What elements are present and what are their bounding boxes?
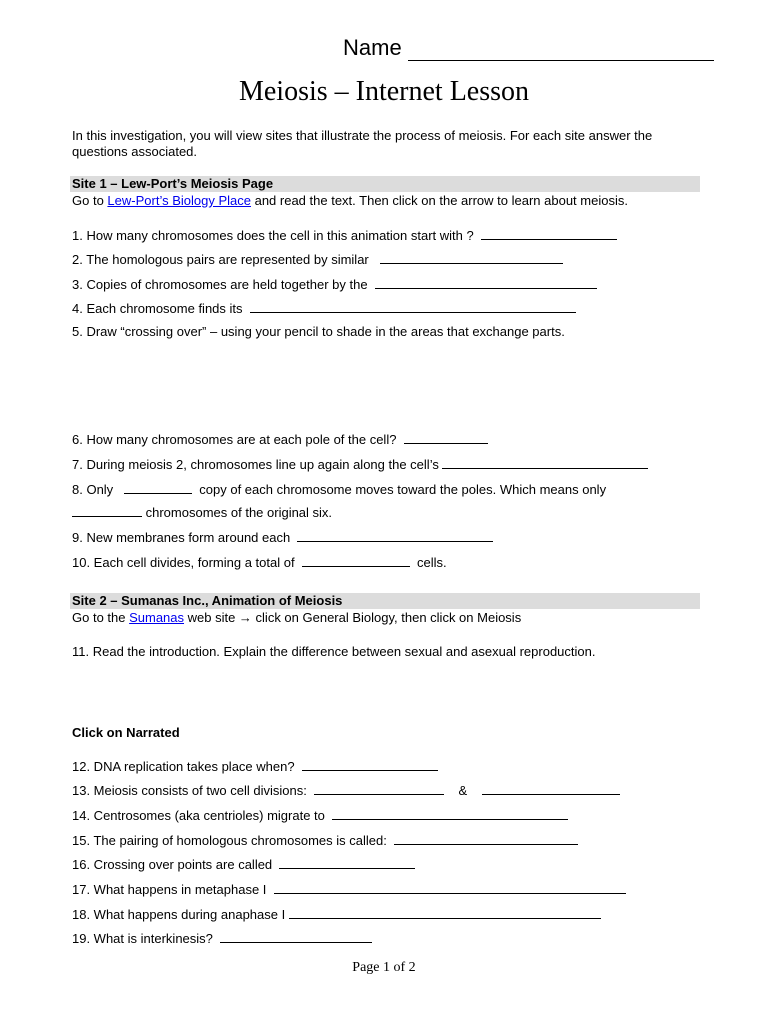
question-1: [72, 227, 617, 244]
question-19: [72, 930, 372, 947]
site2-goto-prefix: Go to the: [72, 610, 130, 625]
answer-blank: [442, 456, 648, 469]
question-text: copy of each chromosome moves toward the poles. Which means only: [199, 482, 607, 497]
question-8-continued: [72, 504, 332, 521]
question-text: 13. Meiosis consists of two cell divisions:: [72, 783, 307, 798]
answer-blank: [302, 554, 410, 567]
answer-blank: [274, 881, 626, 894]
narrated-subheading: Click on Narrated: [72, 725, 180, 740]
answer-blank: [302, 758, 438, 771]
answer-blank: [332, 807, 568, 820]
site1-instructions: [72, 193, 628, 209]
sumanas-link[interactable]: Sumanas: [129, 610, 185, 625]
name-blank: [408, 40, 714, 61]
answer-blank: [481, 227, 617, 240]
answer-blank: [124, 481, 192, 494]
name-label: Name: [343, 35, 402, 60]
question-text: 7. During meiosis 2, chromosomes line up again along the cell’s: [72, 457, 439, 472]
answer-blank: [289, 906, 601, 919]
answer-blank: [394, 832, 578, 845]
question-2: [72, 251, 563, 268]
question-10: [72, 554, 447, 571]
answer-blank: [279, 856, 415, 869]
question-text: 19. What is interkinesis?: [72, 931, 213, 946]
question-6: [72, 431, 488, 448]
answer-blank: [314, 782, 444, 795]
site1-goto-prefix: Go to: [72, 193, 108, 208]
question-text: 10. Each cell divides, forming a total of: [72, 555, 295, 570]
question-text: chromosomes of the original six.: [145, 505, 333, 520]
question-11: 11. Read the introduction. Explain the difference between sexual and asexual reproduction.: [72, 644, 596, 659]
site1-heading: Site 1 – Lew-Port’s Meiosis Page: [70, 176, 700, 192]
question-5: 5. Draw “crossing over” – using your pencil to shade in the areas that exchange parts.: [72, 324, 565, 339]
question-9: [72, 529, 493, 546]
site2-goto-suffix: web site → click on General Biology, then click on Meiosis: [184, 610, 522, 625]
answer-blank: [250, 300, 576, 313]
question-text: 14. Centrosomes (aka centrioles) migrate to: [72, 808, 325, 823]
answer-blank: [404, 431, 488, 444]
question-7: [72, 456, 648, 473]
site2-heading: Site 2 – Sumanas Inc., Animation of Meiosis: [70, 593, 700, 609]
question-text: 4. Each chromosome finds its: [72, 301, 243, 316]
question-text: 9. New membranes form around each: [72, 530, 291, 545]
question-text: 17. What happens in metaphase I: [72, 882, 267, 897]
answer-blank: [375, 276, 597, 289]
answer-blank: [482, 782, 620, 795]
question-3: [72, 276, 597, 293]
question-text: cells.: [417, 555, 447, 570]
question-text: 6. How many chromosomes are at each pole of the cell?: [72, 432, 397, 447]
question-text: 3. Copies of chromosomes are held together by the: [72, 277, 368, 292]
question-17: [72, 881, 626, 898]
question-8: [72, 481, 606, 498]
question-text: 1. How many chromosomes does the cell in this animation start with ?: [72, 228, 474, 243]
lew-port-link[interactable]: Lew-Port’s Biology Place: [107, 193, 251, 208]
name-field-row: [343, 35, 714, 61]
site2-instructions: [72, 610, 521, 626]
question-text: 8. Only: [72, 482, 114, 497]
answer-blank: [380, 251, 563, 264]
site1-goto-suffix: and read the text. Then click on the arrow to learn about meiosis.: [250, 193, 628, 208]
page-title: Meiosis – Internet Lesson: [238, 76, 530, 107]
question-16: [72, 856, 415, 873]
answer-blank: [72, 504, 142, 517]
question-18: [72, 906, 601, 923]
question-12: [72, 758, 438, 775]
page-number: Page 1 of 2: [352, 960, 416, 975]
answer-blank: [220, 930, 372, 943]
question-4: [72, 300, 576, 317]
question-text: 15. The pairing of homologous chromosomes is called:: [72, 833, 387, 848]
question-13: [72, 782, 620, 799]
answer-blank: [297, 529, 493, 542]
question-text: 12. DNA replication takes place when?: [72, 759, 295, 774]
intro-paragraph: In this investigation, you will view sites that illustrate the process of meiosis. For each site answer the questions associated.: [72, 128, 653, 159]
question-15: [72, 832, 578, 849]
question-text: 16. Crossing over points are called: [72, 857, 273, 872]
question-14: [72, 807, 568, 824]
ampersand: &: [458, 783, 468, 798]
question-text: 2. The homologous pairs are represented by similar: [72, 252, 369, 267]
question-text: 18. What happens during anaphase I: [72, 907, 286, 922]
